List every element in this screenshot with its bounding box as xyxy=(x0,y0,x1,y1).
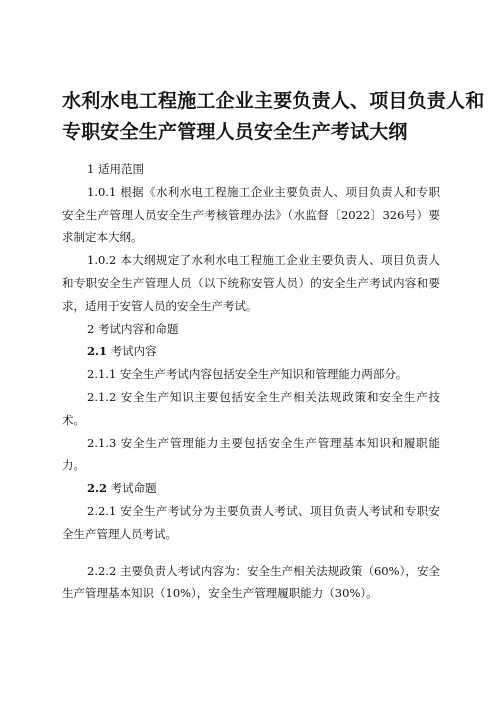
subsection-heading-2-1 xyxy=(62,340,440,363)
subsection-label-2-1: 考试内容 xyxy=(107,344,157,359)
document-body xyxy=(62,158,440,605)
subsection-heading-2-2 xyxy=(62,477,440,500)
title-line-2: 专职安全生产管理人员安全生产考试大纲 xyxy=(62,121,408,143)
paragraph-2-1-3: 2.1.3 安全生产管理能力主要包括安全生产管理基本知识和履职能力。 xyxy=(62,435,440,473)
paragraph-2-1-2: 2.1.2 安全生产知识主要包括安全生产相关法规政策和安全生产技术。 xyxy=(62,389,440,427)
section-heading-1: 1 适用范围 xyxy=(87,162,144,176)
paragraph-2-2-2: 2.2.2 主要负责人考试内容为：安全生产相关法规政策（60%），安全生产管理基本知识（10%），安全生产管理履职能力（30%）。 xyxy=(62,563,440,601)
title-line-1: 水利水电工程施工企业主要负责人、项目负责人和 xyxy=(62,90,485,112)
paragraph-1-0-1: 1.0.1 根据《水利水电工程施工企业主要负责人、项目负责人和专职安全生产管理人员安全生产考核管理办法》（水监督〔2022〕326号）要求制定本大纲。 xyxy=(62,184,440,245)
paragraph-2-2-1: 2.2.1 安全生产考试分为主要负责人考试、项目负责人考试和专职安全生产管理人员考试。 xyxy=(62,503,440,541)
document-title xyxy=(62,86,485,148)
paragraph-1-0-2: 1.0.2 本大纲规定了水利水电工程施工企业主要负责人、项目负责人和专职安全生产管理人员（以下统称安管人员）的安全生产考试内容和要求，适用于安管人员的安全生产考试。 xyxy=(62,253,440,313)
section-heading-2: 2 考试内容和命题 xyxy=(87,321,179,336)
subsection-number-2-2: 2.2 xyxy=(87,481,108,496)
subsection-label-2-2: 考试命题 xyxy=(107,481,157,496)
paragraph-2-1-1: 2.1.1 安全生产考试内容包括安全生产知识和管理能力两部分。 xyxy=(87,367,408,382)
subsection-number-2-1: 2.1 xyxy=(87,344,108,359)
